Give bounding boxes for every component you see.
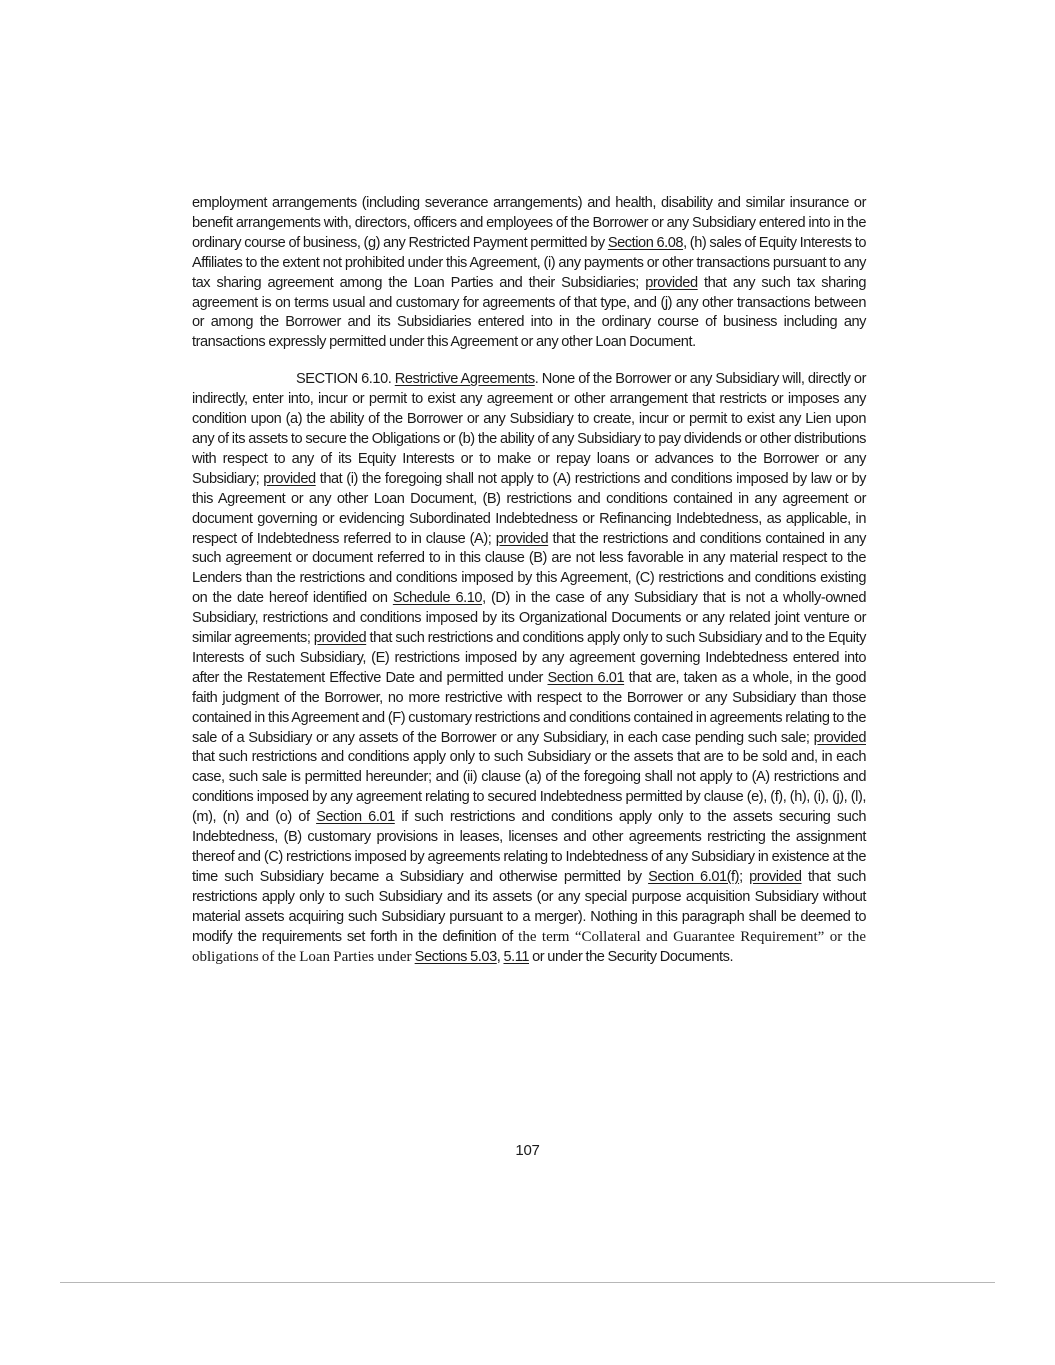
cross-reference-sections-5-03: Sections 5.03 — [414, 948, 497, 965]
section-title: Restrictive Agreements — [394, 371, 535, 388]
text-run: ; — [739, 868, 750, 885]
cross-reference-section-6-01: Section 6.01 — [316, 809, 395, 826]
text-run: that such restrictions and conditions apply only to such Subsidiary and to the Equity Interests of such Subsidiary, (E) restrictions imposed by any agreement governing Indebtedness entered into after the Restatement Effective Date and permitted under — [192, 630, 867, 686]
cross-reference-section-6-01-f: Section 6.01(f) — [648, 868, 740, 885]
document-body — [192, 194, 866, 967]
text-run: employment arrangements (including severance arrangements) and health, disability and similar insurance or benefit arrangements with, directors, officers and employees of the Borrower or any Subsidiary entered into in the ordinary course of business, (g) any Restricted Payment permitted by — [192, 195, 866, 251]
paragraph-affiliate-transactions — [192, 194, 866, 353]
text-run: that (i) the foregoing shall not apply to (A) restrictions and conditions imposed by law or by this Agreement or any other Loan Document, (B) restrictions and conditions contained in any agreement or document governing or evidencing Subordinated Indebtedness or Refinancing Indebtedness, as applicable, in respect of Indebtedness referred to in clause (A); — [192, 470, 866, 547]
text-run: None of the Borrower or any Subsidiary will, directly or indirectly, enter into, incur or permit to exist any agreement or other arrangement that restricts or imposes any condition upon (a) the ability of the Borrower or any Subsidiary to create, incur or permit to exist any Lien upon any of its assets to secure the Obligations or (b) the ability of any Subsidiary to pay dividends or other distributions with respect to any of its Equity Interests or to make or repay loans or advances to the Borrower or any Subsidiary; — [192, 371, 867, 487]
text-run: , (D) in the case of any Subsidiary that is not a wholly-owned Subsidiary, restrictions and conditions imposed by its Organizational Documents or any related joint venture or similar agreements; — [192, 590, 866, 647]
provided-term: provided — [645, 274, 698, 291]
page-number: 107 — [515, 1142, 540, 1159]
cross-reference-section-5-11: 5.11 — [503, 948, 529, 965]
text-run: that such restrictions and conditions apply only to such Subsidiary or the assets that are to be sold and, in each case, such sale is permitted hereunder; and (ii) clause (a) of the foregoing shall not apply to (A) restrictions and conditions imposed by any agreement relating to secured Indebtedness permitted by clause (e), (f), (h), (i), (j), (l), (m), (n) and (o) of — [192, 749, 866, 826]
footer-divider — [60, 1282, 995, 1283]
cross-reference-section-6-08: Section 6.08 — [607, 234, 684, 251]
text-run: , (h) sales of Equity Interests to Affiliates to the extent not prohibited under this Agreement, (i) any payments or other transactions pursuant to any tax sharing agreement among the Loan Parties and their Subsidiaries; — [192, 234, 866, 291]
text-run: or under the Security Documents. — [529, 948, 734, 965]
cross-reference-section-6-01: Section 6.01 — [547, 669, 625, 686]
text-run: if such restrictions and conditions apply only to the assets securing such Indebtedness, (B) customary provisions in leases, licenses and other agreements restricting the assignment thereof and (C) restrictions imposed by agreements relating to Indebtedness of any Subsidiary in existence at the time such Subsidiary became a Subsidiary and otherwise permitted by — [192, 809, 866, 885]
cross-reference-schedule-6-10: Schedule 6.10 — [392, 590, 483, 607]
section-number: SECTION 6.10. — [296, 371, 392, 388]
text-run: that the restrictions and conditions contained in any such agreement or document referred to in this clause (B) are not less favorable in any material respect to the Lenders than the restrictions and conditions imposed by this Agreement, (C) restrictions and conditions existing on the date hereof identified on — [192, 530, 866, 607]
section-6-10-paragraph — [192, 370, 866, 967]
provided-term: provided — [749, 868, 802, 885]
section-title-period: . — [534, 371, 539, 388]
provided-term: provided — [495, 530, 549, 547]
text-run-serif: the term “Collateral and Guarantee Requirement” or the obligations of the Loan Parties under — [192, 928, 866, 965]
text-run: that such restrictions apply only to such Subsidiary and its assets (or any special purpose acquisition Subsidiary without material assets acquiring such Subsidiary pursuant to a merger). Nothing in this paragraph shall be deemed to modify the requirements set forth in the definition of — [192, 868, 866, 945]
text-run: , — [496, 948, 504, 965]
provided-term: provided — [263, 470, 316, 487]
text-run: that any such tax sharing agreement is on terms usual and customary for agreements of that type, and (j) any other transactions between or among the Borrower and its Subsidiaries entered into in the ordinary course of business including any transactions expressly permitted under this Agreement or any other Loan Document. — [192, 274, 866, 351]
text-run: that are, taken as a whole, in the good faith judgment of the Borrower, no more restrictive with respect to the Borrower or any Subsidiary than those contained in this Agreement and (F) customary restrictions and conditions contained in agreements relating to the sale of a Subsidiary or any assets of the Borrower or any Subsidiary, in each case pending such sale; — [192, 669, 866, 746]
provided-term: provided — [813, 729, 866, 746]
provided-term: provided — [313, 630, 367, 647]
